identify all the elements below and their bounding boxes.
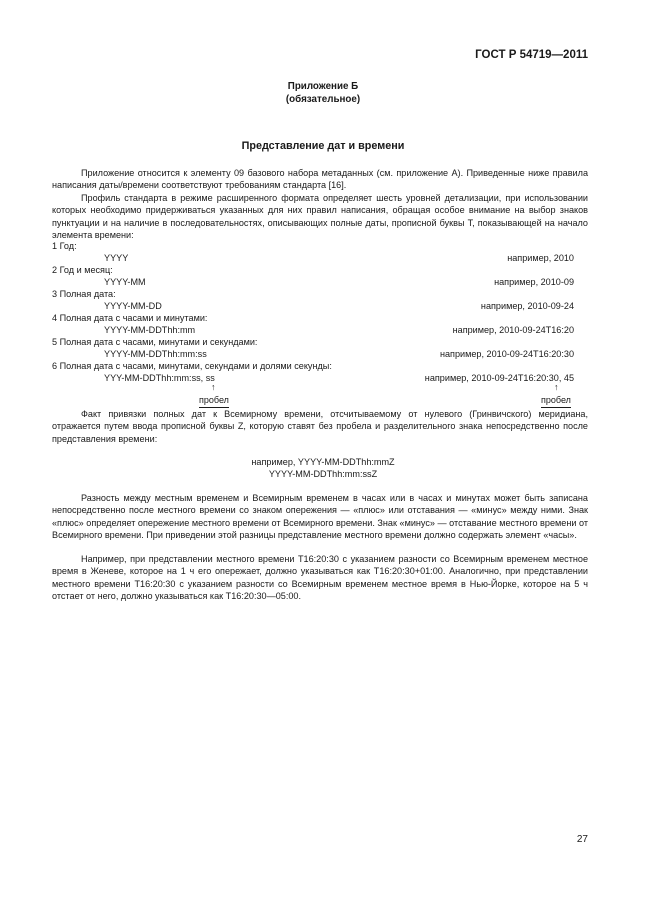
- format-example: например, 2010: [507, 253, 574, 263]
- level-label: 2 Год и месяц:: [52, 265, 113, 275]
- intro-paragraph-1: Приложение относится к элементу 09 базового набора метаданных (см. приложение А). Приведенные ниже правила написания даты/времени соответствуют требованиям стандарта [16].: [52, 168, 588, 191]
- format-code: YYYY-MM: [104, 277, 146, 287]
- space-marker-label: пробел: [541, 394, 571, 408]
- up-arrow-icon: ↑: [211, 382, 216, 392]
- format-example: например, 2010-09-24: [480, 301, 574, 311]
- appendix-status: (обязательное): [285, 94, 361, 105]
- offset-paragraph-2: Например, при представлении местного времени T16:20:30 с указанием разности со Всемирным временем местное время в Женеве, которое на 1 ч его опережает, должно указываться как T16:20:30+01:00. Аналогично, при представлении местного времени T16:20:30 с указанием разности со Всемирным временем местное время в Нью-Йорке, которое на 5 ч отстает от него, должно указываться как T16:20:30—05:00.: [52, 554, 588, 601]
- level-label: 3 Полная дата:: [52, 289, 116, 299]
- appendix-title: Приложение Б: [287, 81, 359, 92]
- utc-paragraph: Факт привязки полных дат к Всемирному времени, отсчитываемому от нулевого (Гринвичского) меридиана, отражается путем ввода прописной буквы Z, которую ставят без пробела и разделительного знака непосредственно после представления времени:: [52, 409, 588, 444]
- utc-example-1: например, YYYY-MM-DDThh:mmZ: [251, 457, 395, 467]
- format-example: например, 2010-09-24T16:20:30: [439, 349, 574, 359]
- intro-paragraph-2: Профиль стандарта в режиме расширенного формата определяет шесть уровней детализации, при использовании которых необходимо придерживаться указанных для них правил написания, обращая особое внимание на выбор знаков пунктуации и на наличие в последовательностях, описывающих полные даты, прописной буквы T, показывающей на начало элемента времени:: [52, 193, 588, 240]
- level-label: 4 Полная дата с часами и минутами:: [52, 313, 208, 323]
- format-example: например, 2010-09-24T16:20: [452, 325, 574, 335]
- space-marker-label: пробел: [199, 394, 229, 408]
- page-number: 27: [576, 834, 588, 845]
- level-label: 1 Год:: [52, 241, 77, 251]
- standard-header: ГОСТ Р 54719—2011: [475, 49, 588, 61]
- format-code: YYY-MM-DDThh:mm:ss, ss: [104, 373, 215, 383]
- utc-example-2: YYYY-MM-DDThh:mm:ssZ: [268, 469, 378, 479]
- up-arrow-icon: ↑: [554, 382, 559, 392]
- section-title: Представление дат и времени: [241, 140, 405, 152]
- format-code: YYYY-MM-DDThh:mm:ss: [104, 349, 207, 359]
- level-label: 5 Полная дата с часами, минутами и секундами:: [52, 337, 258, 347]
- level-label: 6 Полная дата с часами, минутами, секундами и долями секунды:: [52, 361, 332, 371]
- format-example: например, 2010-09-24T16:20:30, 45: [424, 373, 574, 383]
- format-code: YYYY-MM-DDThh:mm: [104, 325, 196, 335]
- format-example: например, 2010-09: [494, 277, 574, 287]
- offset-paragraph-1: Разность между местным временем и Всемирным временем в часах или в часах и минутах может быть записана непосредственно после местного времени со знаком опережения — «плюс» или отставания — «минус» между ними. Знак «плюс» определяет опережение местного времени от Всемирного времени. Знак «минус» — отставание местного времени от Всемирного времени. При приведении этой разницы представление местного времени должно содержать элемент «часы».: [52, 493, 588, 540]
- format-code: YYYY-MM-DD: [104, 301, 162, 311]
- format-code: YYYY: [104, 253, 129, 263]
- level-6-format-row: [52, 372, 574, 385]
